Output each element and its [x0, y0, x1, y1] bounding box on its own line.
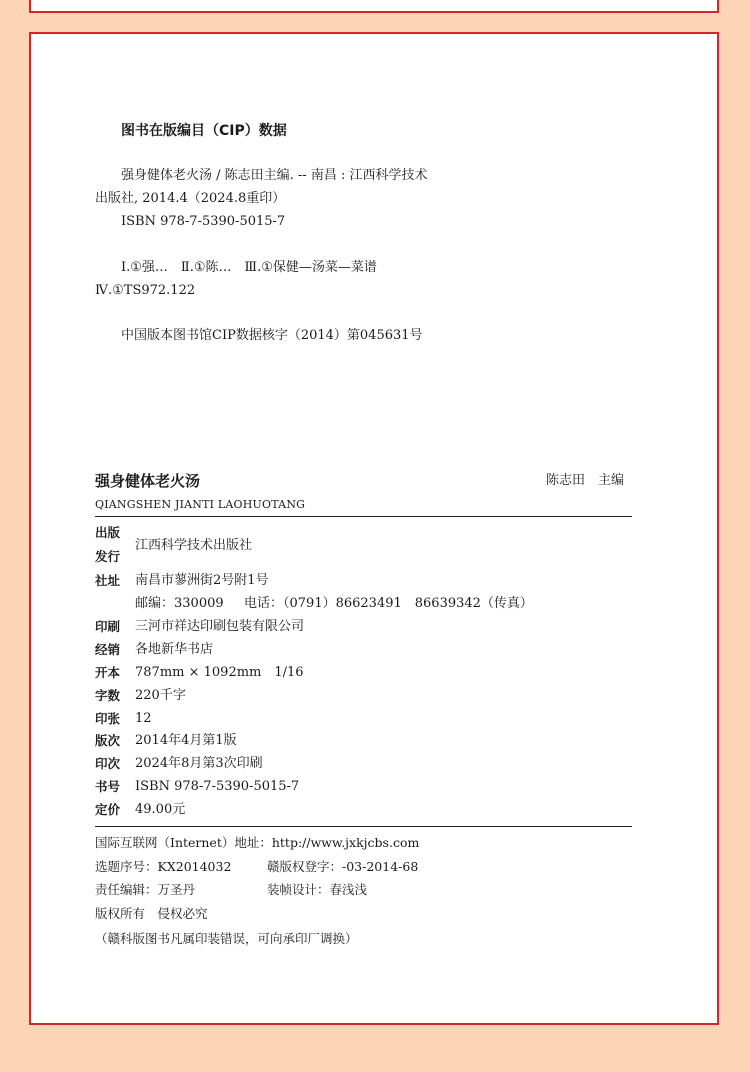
detail-label: 印刷	[95, 619, 121, 634]
cip-description-line1: 强身健体老火汤 / 陈志田主编. -- 南昌 : 江西科学技术	[121, 168, 428, 183]
previous-page-frame	[29, 0, 719, 13]
cip-description-line2: 出版社, 2014.4（2024.8重印）	[95, 191, 286, 206]
divider-bottom	[95, 826, 632, 827]
detail-value: 12	[135, 711, 152, 726]
footer-topic-number: 选题序号：KX2014032	[95, 859, 232, 874]
cip-isbn: ISBN 978-7-5390-5015-7	[121, 214, 286, 229]
footer-notice: （赣科版图书凡属印装错误，可向承印厂调换）	[95, 931, 358, 946]
cip-heading: 图书在版编目（CIP）数据	[121, 123, 287, 139]
book-title: 强身健体老火汤	[95, 472, 201, 490]
book-title-pinyin: QIANGSHEN JIANTI LAOHUOTANG	[95, 498, 306, 511]
address-label: 社址	[95, 573, 121, 588]
publisher-label-2: 发行	[95, 549, 121, 564]
publisher-value: 江西科学技术出版社	[135, 538, 253, 553]
footer-website: 国际互联网（Internet）地址：http://www.jxkjcbs.com	[95, 835, 420, 850]
detail-label: 印次	[95, 756, 121, 771]
cip-record-number: 中国版本图书馆CIP数据核字（2014）第045631号	[121, 328, 423, 343]
footer-rights: 版权所有 侵权必究	[95, 906, 208, 921]
detail-value: 各地新华书店	[135, 642, 214, 657]
footer-responsible-editor: 责任编辑：万圣丹	[95, 882, 196, 897]
publisher-label-1: 出版	[95, 525, 121, 540]
detail-value: 220千字	[135, 688, 186, 703]
detail-label: 开本	[95, 665, 121, 680]
footer-copyright-registration: 赣版权登字：-03-2014-68	[267, 859, 419, 874]
detail-value: 787mm × 1092mm 1/16	[135, 665, 304, 680]
detail-value: 2024年8月第3次印刷	[135, 756, 263, 771]
book-editor: 陈志田 主编	[545, 473, 624, 488]
detail-label: 版次	[95, 733, 121, 748]
detail-value: 49.00元	[135, 802, 186, 817]
detail-label: 定价	[95, 802, 121, 817]
cip-subject-line1: Ⅰ.①强… Ⅱ.①陈… Ⅲ.①保健—汤菜—菜谱	[121, 260, 377, 275]
address-phone: 电话：（0791）86623491 86639342（传真）	[244, 596, 533, 611]
address-value: 南昌市蓼洲街2号附1号	[135, 573, 269, 588]
cip-subject-line2: Ⅳ.①TS972.122	[95, 283, 196, 298]
footer-cover-design: 装帧设计：春浅浅	[267, 882, 368, 897]
detail-value: ISBN 978-7-5390-5015-7	[135, 779, 300, 794]
detail-value: 2014年4月第1版	[135, 733, 237, 748]
detail-label: 字数	[95, 688, 121, 703]
detail-label: 书号	[95, 779, 121, 794]
detail-value: 三河市祥达印刷包装有限公司	[135, 619, 305, 634]
detail-label: 经销	[95, 642, 121, 657]
detail-label: 印张	[95, 711, 121, 726]
address-postcode: 邮编：330009	[135, 596, 224, 611]
divider-top	[95, 516, 632, 517]
